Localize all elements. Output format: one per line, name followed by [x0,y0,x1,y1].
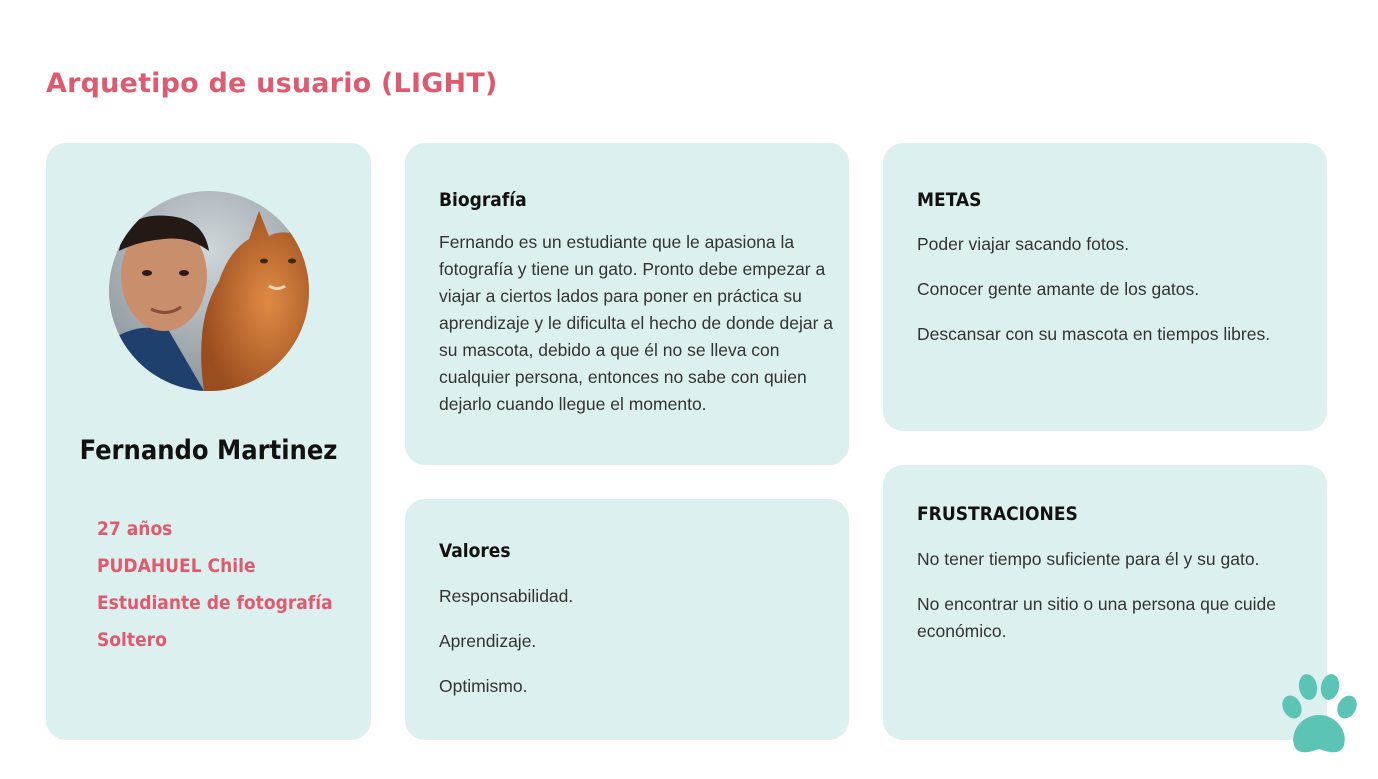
biography-text: Fernando es un estudiante que le apasiona la fotografía y tiene un gato. Pronto debe empezar a viajar a ciertos lados para poner en práctica su aprendizaje y le dificulta el hecho de donde dejar a su mascota, debido a que él no se lleva con cualquier persona, entonces no sabe con quien dejarlo cuando llegue el momento. [439,232,834,414]
fact-occupation: Estudiante de fotografía [97,592,333,614]
person-with-cat-photo [109,191,309,391]
list-item: Poder viajar sacando fotos. [917,234,1130,254]
list-item: Optimismo. [439,676,528,696]
fact-age: 27 años [97,518,173,540]
goals-card [883,143,1327,431]
list-item: Aprendizaje. [439,631,537,651]
avatar [109,191,309,391]
paw-print-icon [1278,671,1360,757]
goals-heading: METAS [917,189,982,211]
page-title: Arquetipo de usuario (LIGHT) [46,68,498,99]
frustrations-list [917,546,1297,663]
biography-heading: Biografía [439,189,527,211]
profile-card [46,143,371,740]
frustrations-heading: FRUSTRACIONES [917,503,1078,525]
person-name: Fernando Martinez [79,435,338,466]
list-item: No tener tiempo suficiente para él y su gato. [917,549,1260,569]
profile-facts [97,511,333,659]
frustrations-card [883,465,1327,740]
fact-location: PUDAHUEL Chile [97,555,256,577]
list-item: No encontrar un sitio o una persona que cuide económico. [917,594,1276,641]
list-item: Conocer gente amante de los gatos. [917,279,1200,299]
goals-list [917,231,1297,366]
paw-print-shape [1278,671,1360,757]
biography-card [405,143,849,465]
fact-status: Soltero [97,629,167,651]
values-list [439,583,819,718]
values-heading: Valores [439,540,511,562]
values-card [405,499,849,740]
list-item: Descansar con su mascota en tiempos libres. [917,324,1271,344]
list-item: Responsabilidad. [439,586,574,606]
